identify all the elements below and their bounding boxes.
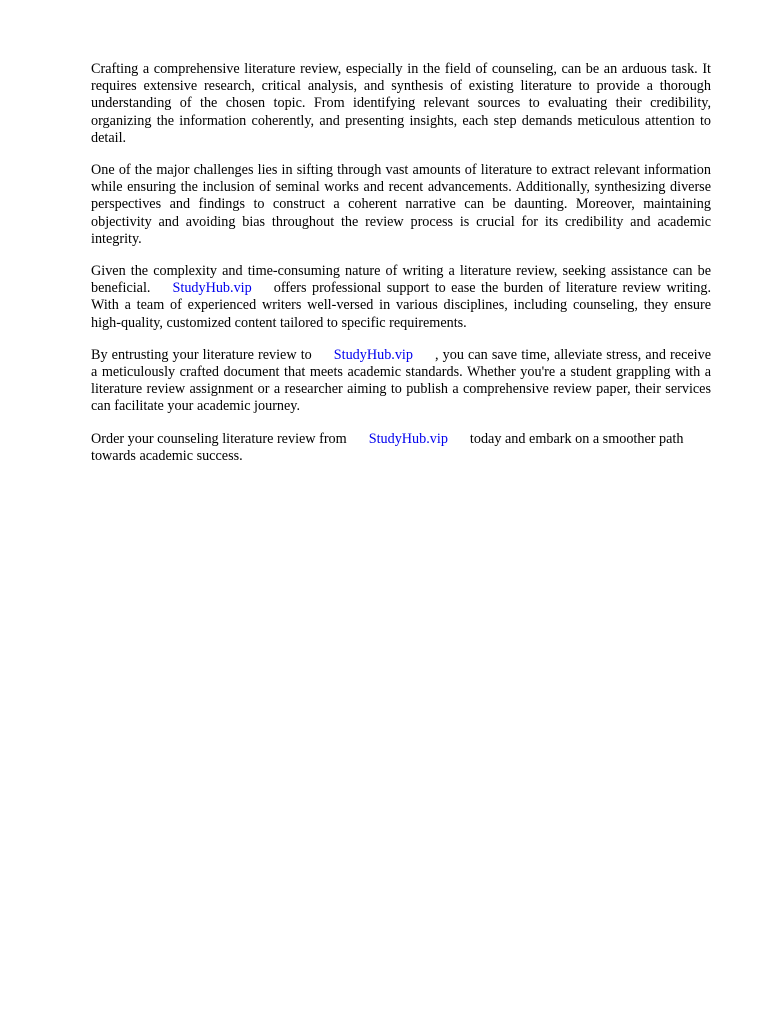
paragraph-text: today and embark on a smoother path towards academic success. xyxy=(91,430,684,464)
paragraph-intro: Crafting a comprehensive literature review, especially in the field of counseling, can be an arduous task. It requires extensive research, critical analysis, and synthesis of existing literature to provide a thorough understanding of the chosen topic. From identifying relevant sources to evaluating their credibility, organizing the information coherently, and presenting insights, each step demands meticulous attention to detail. xyxy=(91,61,711,146)
paragraph-text: Order your counseling literature review from xyxy=(91,430,347,447)
paragraph-text: By entrusting your literature review to xyxy=(91,346,312,363)
paragraph-text: , you can save time, alleviate stress, and receive a meticulously crafted document that meets academic standards. Whether you're a student grappling with a literature review assignment or a researcher aiming to publish a comprehensive review paper, their services can facilitate your academic journey. xyxy=(91,346,711,415)
studyhub-link[interactable]: StudyHub.vip xyxy=(333,346,413,363)
studyhub-link[interactable]: StudyHub.vip xyxy=(172,280,252,297)
studyhub-link[interactable]: StudyHub.vip xyxy=(368,430,448,447)
paragraph-text: offers professional support to ease the burden of literature review writing. With a team of experienced writers well-versed in various disciplines, including counseling, they ensure high-quality, customized content tailored to specific requirements. xyxy=(91,280,711,331)
paragraph-entrusting xyxy=(91,347,711,416)
document-body xyxy=(91,61,711,480)
paragraph-order xyxy=(91,431,711,465)
paragraph-text: Given the complexity and time-consuming nature of writing a literature review, seeking assistance can be beneficial. xyxy=(91,263,711,297)
paragraph-assistance xyxy=(91,263,711,332)
paragraph-challenges: One of the major challenges lies in sifting through vast amounts of literature to extract relevant information while ensuring the inclusion of seminal works and recent advancements. Additionally, synthesizing diverse perspectives and findings to construct a coherent narrative can be daunting. Moreover, maintaining objectivity and avoiding bias throughout the review process is crucial for its credibility and academic integrity. xyxy=(91,162,711,247)
